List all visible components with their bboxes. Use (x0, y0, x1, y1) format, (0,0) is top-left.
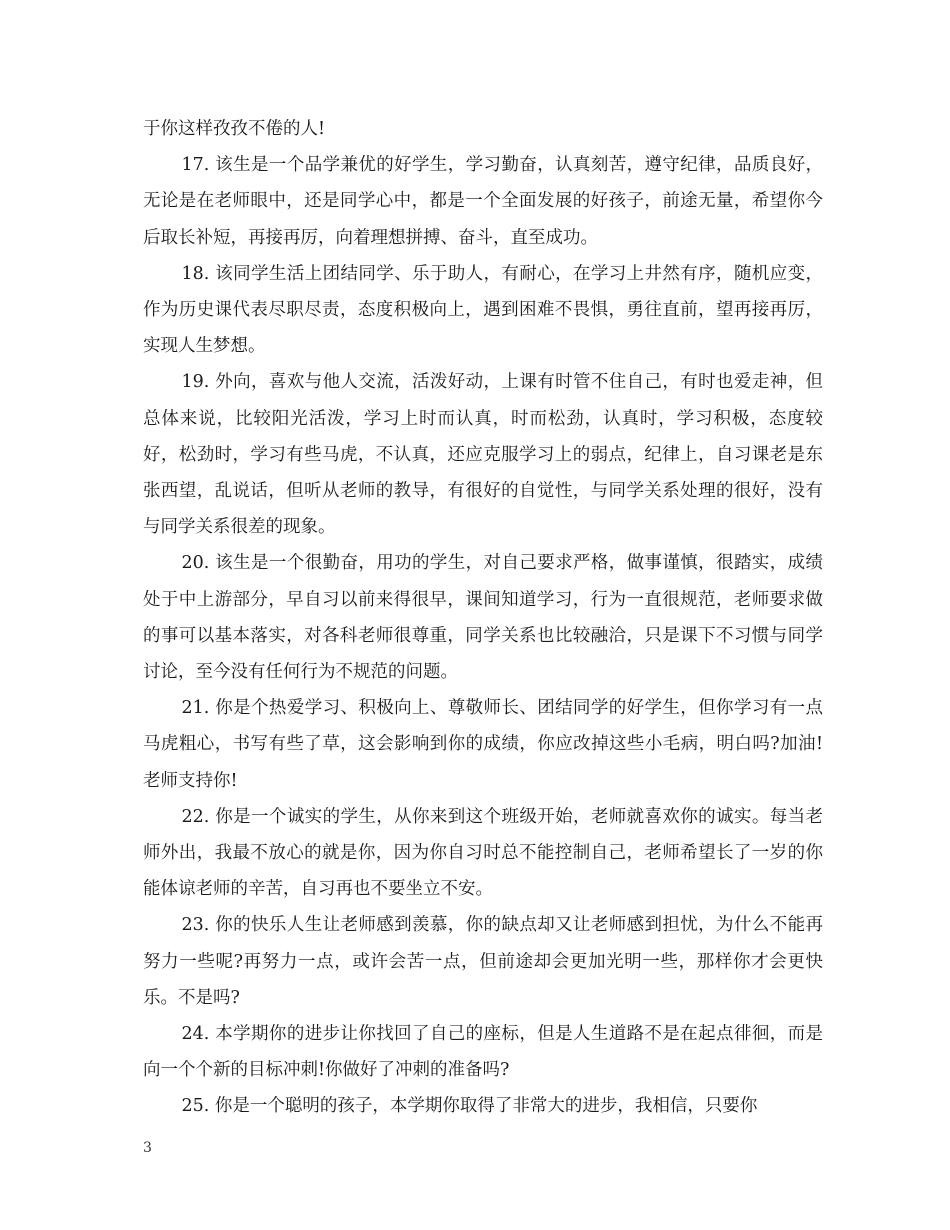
paragraph-item-17: 17. 该生是一个品学兼优的好学生，学习勤奋，认真刻苦，遵守纪律，品质良好，无论是在老师眼中，还是同学心中，都是一个全面发展的好孩子，前途无量，希望你今后取长补短，再接再厉，向着理想拼搏、奋斗，直至成功。 (143, 155, 823, 248)
document-body (143, 111, 823, 1125)
paragraph-item-20: 20. 该生是一个很勤奋，用功的学生，对自己要求严格，做事谨慎，很踏实，成绩处于中上游部分，早自习以前来得很早，课间知道学习，行为一直很规范，老师要求做的事可以基本落实，对各科老师很尊重，同学关系也比较融洽，只是课下不习惯与同学讨论，至今没有任何行为不规范的问题。 (143, 553, 823, 683)
paragraph-item-25: 25. 你是一个聪明的孩子，本学期你取得了非常大的进步，我相信，只要你 (181, 1096, 758, 1117)
paragraph-item-24: 24. 本学期你的进步让你找回了自己的座标，但是人生道路不是在起点徘徊，而是向一个个新的目标冲刺!你做好了冲刺的准备吗? (143, 1024, 823, 1081)
page-number: 3 (143, 1140, 152, 1156)
paragraph-item-21: 21. 你是个热爱学习、积极向上、尊敬师长、团结同学的好学生，但你学习有一点马虎粗心，书写有些了草，这会影响到你的成绩，你应改掉这些小毛病，明白吗?加油!老师支持你! (143, 698, 823, 791)
paragraph-item-23: 23. 你的快乐人生让老师感到羡慕，你的缺点却又让老师感到担忧，为什么不能再努力一些呢?再努力一点，或许会苦一点，但前途却会更加光明一些，那样你才会更快乐。不是吗? (143, 915, 823, 1008)
paragraph-item-19: 19. 外向，喜欢与他人交流，活泼好动，上课有时管不住自己，有时也爱走神，但总体来说，比较阳光活泼，学习上时而认真，时而松劲，认真时，学习积极，态度较好，松劲时，学习有些马虎，不认真，还应克服学习上的弱点，纪律上，自习课老是东张西望，乱说话，但听从老师的教导，有很好的自觉性，与同学关系处理的很好，没有与同学关系很差的现象。 (143, 372, 823, 538)
paragraph-item-18: 18. 该同学生活上团结同学、乐于助人，有耐心，在学习上井然有序，随机应变，作为历史课代表尽职尽责，态度积极向上，遇到困难不畏惧，勇往直前，望再接再厉，实现人生梦想。 (143, 263, 823, 357)
paragraph-continuation: 于你这样孜孜不倦的人! (143, 119, 326, 139)
paragraph-item-22: 22. 你是一个诚实的学生，从你来到这个班级开始，老师就喜欢你的诚实。每当老师外出，我最不放心的就是你，因为你自习时总不能控制自己，老师希望长了一岁的你能体谅老师的辛苦，自习再也不要坐立不安。 (143, 806, 823, 900)
